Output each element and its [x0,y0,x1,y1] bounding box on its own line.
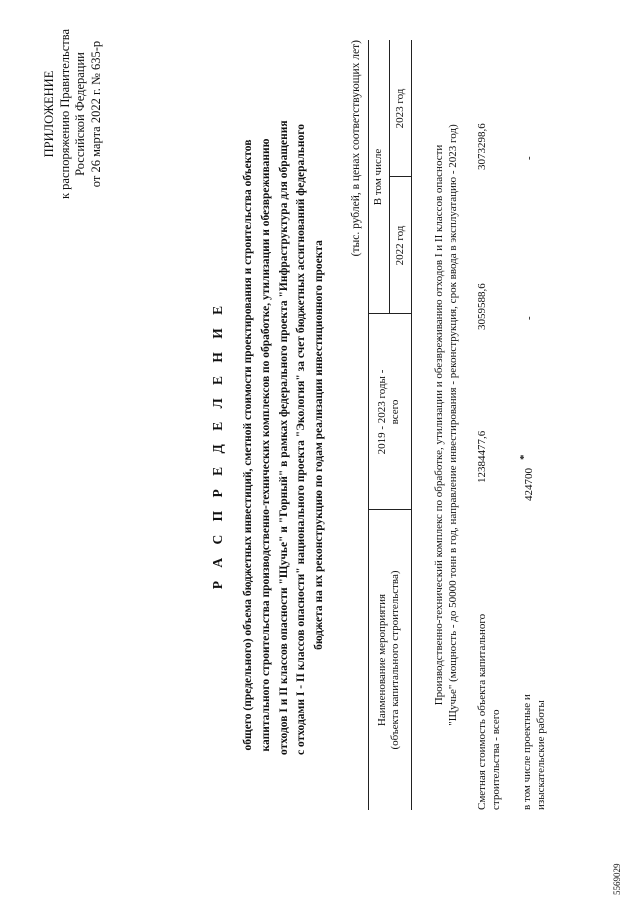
header-2023: 2023 год [394,88,406,129]
appendix-header [42,28,104,200]
header-2022: 2022 год [394,225,406,266]
table-header-bottom-border [411,40,412,810]
appendix-date-number: от 26 марта 2022 г. № 635-р [88,40,103,188]
header-including: В том числе [372,148,384,206]
row-2023-value: - [523,156,535,160]
row-total-value: 12384477,6 [476,430,488,483]
appendix-ref-line: Российской Федерации [73,52,87,176]
header-name-column: Наименование мероприятия (объекта капитального строительства) [376,570,401,750]
subtitle-line: отходов I и II классов опасности "Щучье" и "Горный" в рамках федерального проекта "Инфраструктура для обращения [277,120,290,755]
header-total-column: 2019 - 2023 годы - всего [376,369,401,455]
row-2022-value: - [523,316,535,320]
appendix-label: ПРИЛОЖЕНИЕ [42,70,56,158]
table-top-border [368,40,369,810]
footnote-mark: * [518,454,530,460]
subtitle-line: общего (предельного) объема бюджетных инвестиций, сметной стоимости проектирования и строительства объектов [242,139,254,751]
table-header [368,40,412,810]
subtitle-line: капитального строительства производственно-технических комплексов по обработке, утилизации и обезвреживанию [259,138,272,752]
units-note: (тыс. рублей, в ценах соответствующих лет) [350,40,362,257]
subtitle-line: с отходами I - II классов опасности" национального проекта "Экология" за счет бюджетных ассигнований федерального [295,124,308,755]
row-label: Сметная стоимость объекта капитального строительства - всего [476,613,502,810]
row-2023-value: 3073298,6 [476,123,488,170]
subheader-divider [389,40,390,314]
row-label: в том числе проектные и изыскательские работы [521,694,547,810]
subtitle-line: бюджета на их реконструкцию по годам реализации инвестиционного проекта [313,240,326,650]
document-subtitle [240,120,329,755]
row-2022-value: 3059588,6 [476,283,488,330]
document-code: 5569029 [612,863,622,895]
row-total-value: 424700 [523,468,535,501]
document-title: Р А С П Р Е Д Е Л Е Н И Е [210,300,225,590]
appendix-ref-line: к распоряжению Правительства [57,29,72,200]
object-name: Производственно-технический комплекс по обработке, утилизации и обезвреживанию отходов I и II классов опасности "Щучье" (мощность - до 50000 тонн в год, направление инвестирования - реконструкция, срок ввода в эксплуатацию - 2023 год) [433,124,459,726]
